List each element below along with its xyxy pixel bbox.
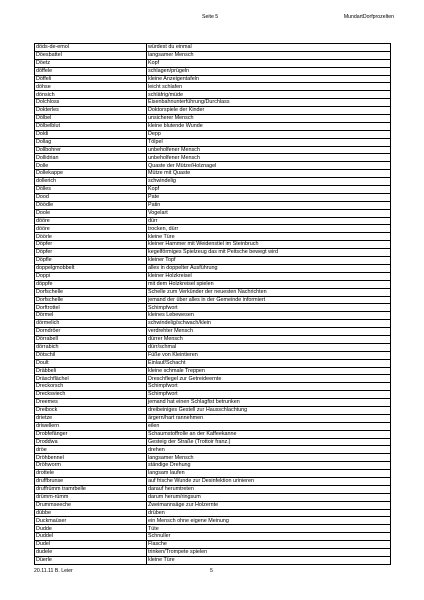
table-row [35, 549, 391, 557]
footer-page-number: 5 [210, 568, 213, 574]
table-row [35, 359, 391, 367]
term-meaning: kleiner Hammer mit Weidenstiel im Steinbruch [147, 241, 391, 249]
term-meaning: schläfrig/müde [147, 91, 391, 99]
table-row [35, 541, 391, 549]
term-meaning: kegelförmiges Spielzeug das mit Peitsche bewegt wird [147, 249, 391, 257]
table-row [35, 122, 391, 130]
term-meaning: würdest du einmal [147, 44, 391, 52]
dialect-term: Doldi [35, 130, 147, 138]
term-meaning: schlagen/prügeln [147, 67, 391, 75]
table-row [35, 107, 391, 115]
term-meaning: Gesteig der Straße (Trottoir franz.) [147, 438, 391, 446]
dialect-term: Drummseeche [35, 501, 147, 509]
term-meaning: Schelle zum Verkünder der neuesten Nachrichten [147, 288, 391, 296]
dialect-term: dörmelich [35, 320, 147, 328]
table-row [35, 533, 391, 541]
table-row [35, 280, 391, 288]
table-row [35, 59, 391, 67]
term-meaning: Tüte [147, 525, 391, 533]
table-row [35, 477, 391, 485]
term-meaning: Einlauf/Schacht [147, 359, 391, 367]
term-meaning: alles in doppelter Ausführung [147, 264, 391, 272]
term-meaning: kleine schmale Treppen [147, 367, 391, 375]
table-row [35, 414, 391, 422]
dialect-term: Döpfer [35, 241, 147, 249]
table-row [35, 383, 391, 391]
term-meaning: leicht schlafen [147, 83, 391, 91]
table-row [35, 375, 391, 383]
term-meaning: ärgern/hart rannehmen [147, 414, 391, 422]
table-row [35, 162, 391, 170]
dialect-term: Dolchloss [35, 99, 147, 107]
term-meaning: unsicherer Mensch [147, 115, 391, 123]
dialect-term: Duckmaüser [35, 517, 147, 525]
table-row [35, 138, 391, 146]
table-row [35, 525, 391, 533]
dialect-term: Dräbbeli [35, 367, 147, 375]
term-meaning: langsamer Mensch [147, 454, 391, 462]
table-row [35, 264, 391, 272]
table-row [35, 304, 391, 312]
dialect-term: Dötschil [35, 351, 147, 359]
term-meaning: kleines Lebewesen [147, 312, 391, 320]
table-row [35, 225, 391, 233]
term-meaning: Eisenbahnunterführung/Durchlass [147, 99, 391, 107]
term-meaning: Schimpfwort [147, 304, 391, 312]
dialect-term: Dölles [35, 186, 147, 194]
table-row [35, 170, 391, 178]
term-meaning: Flasche [147, 541, 391, 549]
table-row [35, 462, 391, 470]
term-meaning: unbeholfener Mensch [147, 146, 391, 154]
term-meaning: eilen [147, 422, 391, 430]
term-meaning: auf frische Wunde zur Desinfektion urinieren [147, 477, 391, 485]
table-row [35, 249, 391, 257]
term-meaning: Schaumstoffrolle an der Kaffeekanne [147, 430, 391, 438]
term-meaning: schwindelig [147, 178, 391, 186]
dictionary-table [34, 43, 391, 565]
footer-date-author: 20.11.11 B. Leier [34, 568, 73, 574]
dialect-term: Dreibock [35, 406, 147, 414]
table-row [35, 217, 391, 225]
table-row [35, 51, 391, 59]
term-meaning: Dreschflegel zur Getreideernte [147, 375, 391, 383]
dialect-term: druffrümm tramrbelle [35, 485, 147, 493]
dialect-term: Dollbohrer [35, 146, 147, 154]
term-meaning: langsamer Mensch [147, 51, 391, 59]
table-row [35, 367, 391, 375]
dialect-term: driwellern [35, 422, 147, 430]
table-row [35, 44, 391, 52]
term-meaning: Tölpel [147, 138, 391, 146]
table-row [35, 146, 391, 154]
table-row [35, 296, 391, 304]
dialect-term: dörrabich [35, 343, 147, 351]
dialect-term: Dröhbennel [35, 454, 147, 462]
dialect-term: Dudel [35, 541, 147, 549]
table-row [35, 99, 391, 107]
dialect-term: dööre [35, 217, 147, 225]
dialect-term: Döödle [35, 201, 147, 209]
table-row [35, 272, 391, 280]
dialect-term: Dollag [35, 138, 147, 146]
table-row [35, 556, 391, 564]
term-meaning: Kopf [147, 186, 391, 194]
dialect-term: Dölbelblut [35, 122, 147, 130]
table-row [35, 509, 391, 517]
dialect-term: Döörle [35, 233, 147, 241]
term-meaning: Zweimannsäge zur Holzernte [147, 501, 391, 509]
term-meaning: verdrehter Mensch [147, 328, 391, 336]
term-meaning: trocken, dürr [147, 225, 391, 233]
dialect-term: Dreemes [35, 399, 147, 407]
dialect-term: Droddwa [35, 438, 147, 446]
term-meaning: kleine Türe [147, 233, 391, 241]
document-title: MundartDorfprozelten [343, 14, 394, 20]
table-row [35, 257, 391, 265]
dialect-term: dröe [35, 446, 147, 454]
term-meaning: ein Mensch ohne eigene Meinung [147, 517, 391, 525]
dialect-term: döds-de-emol [35, 44, 147, 52]
term-meaning: Füße von Kleintieren [147, 351, 391, 359]
page-header-label: Seite 5 [202, 14, 219, 20]
dialect-term: Döpfer [35, 249, 147, 257]
table-row [35, 493, 391, 501]
term-meaning: mit dem Holzkreisel spielen [147, 280, 391, 288]
term-meaning: drehen [147, 446, 391, 454]
table-row [35, 193, 391, 201]
table-row [35, 485, 391, 493]
dialect-term: Drobfefänger [35, 430, 147, 438]
dialect-term: doppelgmobbelt [35, 264, 147, 272]
dialect-term: Dorfschelle [35, 288, 147, 296]
dialect-term: dollerich [35, 178, 147, 186]
dialect-term: dudele [35, 549, 147, 557]
term-meaning: jemand hat einen Schlagfist betrunken [147, 399, 391, 407]
dialect-term: Dölbel [35, 115, 147, 123]
table-row [35, 154, 391, 162]
dialect-term: döffele [35, 67, 147, 75]
dialect-term: Dreckorsch [35, 383, 147, 391]
table-row [35, 233, 391, 241]
term-meaning: dürr/schmal [147, 343, 391, 351]
dialect-term: Doole [35, 209, 147, 217]
table-row [35, 201, 391, 209]
dialect-term: dööre [35, 225, 147, 233]
table-row [35, 446, 391, 454]
dialect-term: Dollekappe [35, 170, 147, 178]
table-row [35, 209, 391, 217]
term-meaning: langsam laufen [147, 470, 391, 478]
table-row [35, 328, 391, 336]
term-meaning: Schimpfwort [147, 383, 391, 391]
table-row [35, 399, 391, 407]
dialect-term: Dörrabell [35, 335, 147, 343]
dialect-term: döppfe [35, 280, 147, 288]
dialect-term: drottele [35, 470, 147, 478]
term-meaning: Doktorspiele der Kinder [147, 107, 391, 115]
table-row [35, 438, 391, 446]
term-meaning: Schimpfwort [147, 391, 391, 399]
term-meaning: Quaste der Mütze/Holznagel [147, 162, 391, 170]
dialect-term: drümm-rümm [35, 493, 147, 501]
dialect-term: Dröhworm [35, 462, 147, 470]
dialect-term: Dokterles [35, 107, 147, 115]
dialect-term: döhse [35, 83, 147, 91]
table-row [35, 75, 391, 83]
dialect-term: Dood [35, 193, 147, 201]
table-row [35, 422, 391, 430]
term-meaning: dürrer Mensch [147, 335, 391, 343]
term-meaning: drüben [147, 509, 391, 517]
dialect-term: Dorfschelle [35, 296, 147, 304]
term-meaning: dreibeiniges Gestell zur Hausschlachtung [147, 406, 391, 414]
term-meaning: Vogelart [147, 209, 391, 217]
dialect-term: Döffeli [35, 75, 147, 83]
dialect-term: Dräschflächel [35, 375, 147, 383]
dialect-term: druffbrunse [35, 477, 147, 485]
table-row [35, 186, 391, 194]
term-meaning: kleine blutende Wunde [147, 122, 391, 130]
table-row [35, 391, 391, 399]
dialect-term: Düerle [35, 556, 147, 564]
table-row [35, 241, 391, 249]
term-meaning: Kopf [147, 59, 391, 67]
dialect-term: Dorftrottel [35, 304, 147, 312]
table-row [35, 335, 391, 343]
table-row [35, 517, 391, 525]
term-meaning: kleiner Topf [147, 257, 391, 265]
term-meaning: trinken/Trompete spielen [147, 549, 391, 557]
dictionary-table-body [35, 44, 391, 565]
term-meaning: Mütze mit Quaste [147, 170, 391, 178]
dialect-term: Dollidrian [35, 154, 147, 162]
dialect-term: dübbe [35, 509, 147, 517]
term-meaning: Depp [147, 130, 391, 138]
term-meaning: Patin [147, 201, 391, 209]
table-row [35, 454, 391, 462]
term-meaning: kleine Türe [147, 556, 391, 564]
term-meaning: jemand der über alles in der Gemeinde informiert [147, 296, 391, 304]
dialect-term: Drecksviech [35, 391, 147, 399]
term-meaning: Schnuller [147, 533, 391, 541]
dialect-term: Dolle [35, 162, 147, 170]
table-row [35, 470, 391, 478]
table-row [35, 115, 391, 123]
term-meaning: darauf herumtreten [147, 485, 391, 493]
dialect-term: Döpfle [35, 257, 147, 265]
table-row [35, 343, 391, 351]
term-meaning: kleiner Holzkreisel [147, 272, 391, 280]
table-row [35, 288, 391, 296]
table-row [35, 406, 391, 414]
term-meaning: darum herum/ringsum [147, 493, 391, 501]
table-row [35, 320, 391, 328]
dialect-term: Döetz [35, 59, 147, 67]
table-row [35, 83, 391, 91]
dialect-term: Dudde [35, 525, 147, 533]
term-meaning: kleine Anzeigentafeln [147, 75, 391, 83]
table-row [35, 67, 391, 75]
table-row [35, 430, 391, 438]
dialect-term: Duddel [35, 533, 147, 541]
dialect-term: drietze [35, 414, 147, 422]
table-row [35, 501, 391, 509]
term-meaning: Pate [147, 193, 391, 201]
dialect-term: Doult [35, 359, 147, 367]
table-row [35, 130, 391, 138]
table-row [35, 91, 391, 99]
table-row [35, 312, 391, 320]
dialect-term: Dorndröer [35, 328, 147, 336]
dialect-term: dönsich [35, 91, 147, 99]
term-meaning: ständige Drehung [147, 462, 391, 470]
term-meaning: dürr [147, 217, 391, 225]
dialect-term: Doppi [35, 272, 147, 280]
term-meaning: unbeholfener Mensch [147, 154, 391, 162]
term-meaning: schwindelig/schwach/klein [147, 320, 391, 328]
dialect-term: Dörmel [35, 312, 147, 320]
table-row [35, 351, 391, 359]
dialect-term: Döesbattel [35, 51, 147, 59]
table-row [35, 178, 391, 186]
